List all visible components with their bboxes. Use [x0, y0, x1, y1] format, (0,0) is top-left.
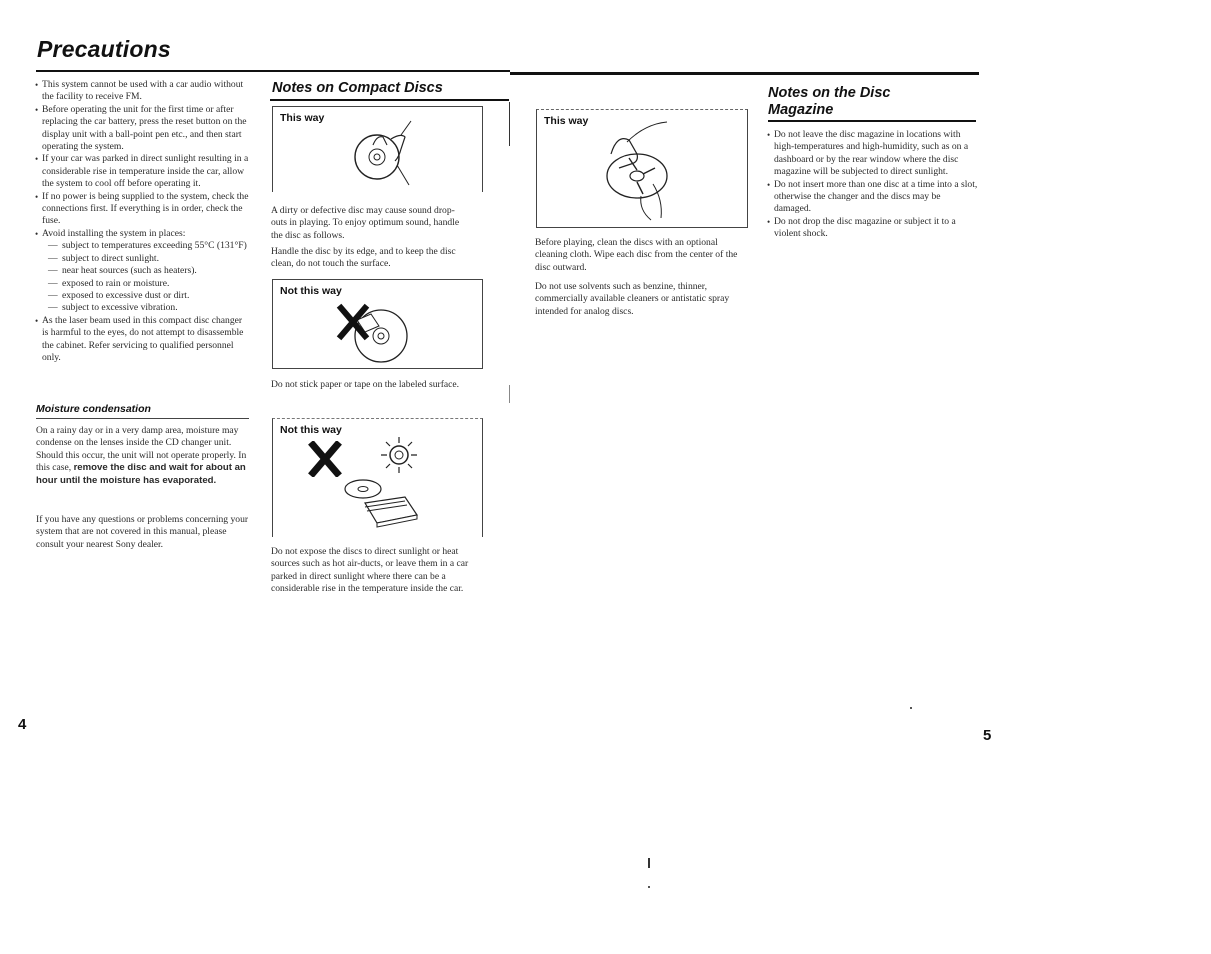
list-item: • Do not leave the disc magazine in locations with high-temperatures and high-humidity, such as on a dashboard or by the rear window where the disc magazine will be subjected to direct sunlight.	[768, 129, 978, 179]
list-item: • Before operating the unit for the first time or after replacing the car battery, press the reset button on the display unit with a ball-point pen etc., and then start operating the system.	[36, 104, 250, 154]
magazine-heading	[768, 85, 890, 119]
cleaning-figure	[536, 109, 748, 228]
figure-label: This way	[544, 115, 589, 127]
figure-label: Not this way	[280, 424, 342, 436]
list-item: • This system cannot be used with a car audio without the facility to receive FM.	[36, 79, 250, 104]
cleaning-disc-icon	[597, 114, 697, 222]
list-item	[36, 228, 250, 315]
title-rule	[36, 70, 510, 72]
disc-with-tape-icon	[331, 298, 421, 366]
precautions-column	[36, 79, 250, 364]
magazine-rule	[768, 120, 976, 122]
list-item: • Do not insert more than one disc at a time into a slot, otherwise the changer and the discs may be damaged.	[768, 179, 978, 216]
contact-paragraph: If you have any questions or problems concerning your system that are not covered in this manual, please consult your nearest Sony dealer.	[36, 514, 249, 550]
not-this-way-label-figure	[272, 279, 483, 369]
right-page-rule	[510, 72, 979, 75]
scan-speck	[648, 886, 650, 888]
figure-label: This way	[280, 112, 325, 124]
moisture-heading: Moisture condensation	[36, 403, 151, 415]
not-this-way-sun-figure	[272, 418, 483, 537]
list-item: • If no power is being supplied to the system, check the connections first. If everything is in order, check the fuse.	[36, 191, 250, 228]
cleaning-caption-2: Do not use solvents such as benzine, thinner, commercially available cleaners or antistatic spray intended for analog discs.	[535, 281, 730, 317]
cleaning-caption-1: Before playing, clean the discs with an optional cleaning cloth. Wipe each disc from the center of the disc outward.	[535, 237, 738, 273]
gutter-line	[509, 385, 510, 403]
list-item: — subject to temperatures exceeding 55°C (131°F)	[48, 240, 250, 252]
this-way-figure	[272, 106, 483, 192]
list-item: — subject to excessive vibration.	[48, 302, 250, 314]
page-number-right: 5	[983, 727, 992, 744]
sun-icon	[373, 433, 425, 479]
page-title: Precautions	[37, 36, 171, 62]
hand-holding-disc-icon	[333, 115, 423, 191]
list-item: — exposed to excessive dust or dirt.	[48, 290, 250, 302]
page-number-left: 4	[18, 716, 27, 733]
places-list	[42, 240, 250, 314]
precautions-list	[36, 79, 250, 364]
places-intro: Avoid installing the system in places:	[42, 227, 186, 239]
figure-label: Not this way	[280, 285, 342, 297]
list-item: — near heat sources (such as heaters).	[48, 265, 250, 277]
disc-cases-icon	[339, 475, 421, 531]
list-item: — subject to direct sunlight.	[48, 253, 250, 265]
scan-speck	[648, 858, 650, 868]
magazine-list	[768, 129, 978, 241]
gutter-line	[509, 102, 510, 146]
fig1-caption-1: A dirty or defective disc may cause sound drop-outs in playing. To enjoy optimum sound, handle the disc as follows.	[271, 205, 460, 241]
compact-discs-heading: Notes on Compact Discs	[272, 80, 443, 96]
magazine-column	[768, 129, 978, 241]
moisture-text: On a rainy day or in a very damp area, moisture may condense on the lenses inside the CD changer unit. Should this occur, the unit will not operate properly. In this case,	[36, 425, 247, 474]
list-item: — exposed to rain or moisture.	[48, 278, 250, 290]
list-item: • If your car was parked in direct sunlight resulting in a considerable rise in temperature inside the car, allow the system to cool off before operating it.	[36, 153, 250, 190]
moisture-paragraph	[36, 425, 250, 487]
list-item: • Do not drop the disc magazine or subject it to a violent shock.	[768, 216, 978, 241]
fig3-caption: Do not expose the discs to direct sunlight or heat sources such as hot air-ducts, or leave them in a car parked in direct sunlight where there can be a considerable rise in the temperature inside the car.	[271, 546, 469, 595]
moisture-rule	[36, 418, 249, 419]
fig2-caption: Do not stick paper or tape on the labeled surface.	[271, 379, 460, 390]
list-item: • As the laser beam used in this compact disc changer is harmful to the eyes, do not attempt to disassemble the cabinet. Refer servicing to qualified personnel only.	[36, 315, 250, 365]
compact-discs-rule	[270, 99, 509, 101]
magazine-heading-line2: Magazine	[768, 102, 834, 118]
scan-speck	[910, 707, 912, 709]
magazine-heading-line1: Notes on the Disc	[768, 85, 891, 101]
fig1-caption-2: Handle the disc by its edge, and to keep the disc clean, do not touch the surface.	[271, 246, 456, 270]
moisture-warning: remove the disc and wait for about an hour until the moisture has evaporated.	[36, 462, 246, 486]
